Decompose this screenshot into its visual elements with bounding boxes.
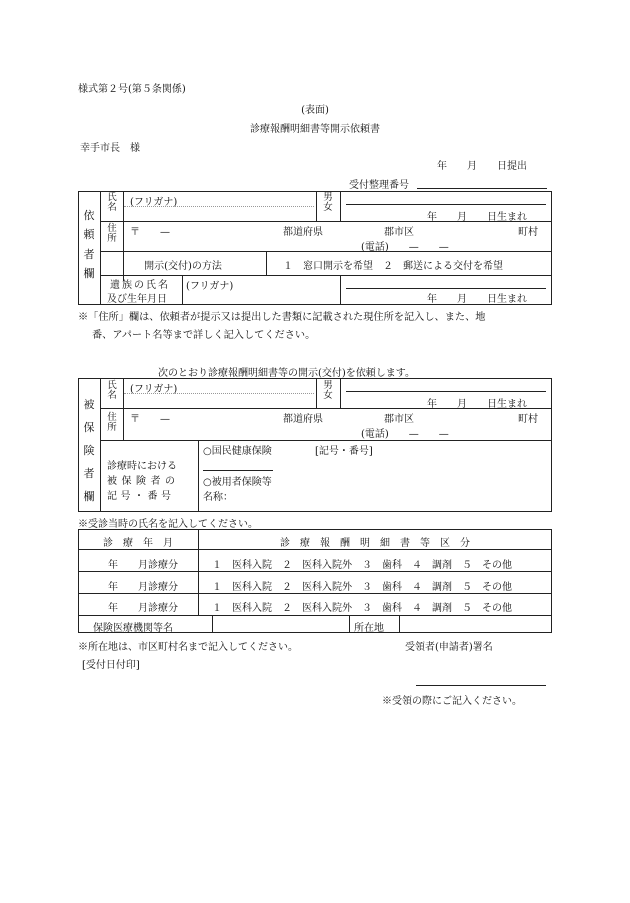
requester-pref: 都道府県 [283, 227, 323, 238]
page-title: 診療報酬明細書等開示依頼書 [250, 124, 380, 135]
note-address-2: 番、アパート名等まで詳しく記入してください。 [92, 330, 316, 341]
insured-name-label: 氏 名 [107, 380, 117, 401]
requester-postal[interactable]: 〒 — [130, 227, 170, 238]
insured-address-label: 住 所 [107, 412, 117, 433]
option-national-insurance[interactable]: ○国民健康保険 [203, 446, 272, 457]
insured-pref: 都道府県 [283, 414, 323, 425]
method-options[interactable]: １ 窓口開示を希望 ２ 郵送による交付を希望 [283, 261, 503, 272]
symbol-number-field[interactable] [203, 470, 273, 471]
header-category: 診 療 報 酬 明 細 書 等 区 分 [280, 538, 470, 549]
requester-name-label: 氏 名 [107, 192, 117, 213]
note-receipt: ※受領の際にご記入ください。 [382, 696, 522, 707]
insured-gender[interactable]: 男 女 [323, 380, 333, 401]
signature-field[interactable] [416, 685, 546, 686]
institution-label: 保険医療機関等名 [93, 623, 173, 634]
stamp-label: [受付日付印] [82, 660, 140, 671]
requester-birth: 年 月 日生まれ [427, 212, 527, 223]
note-name: ※受診当時の氏名を記入してください。 [78, 519, 258, 530]
symbol-number-label: [記号・番号] [315, 446, 373, 457]
requester-phone[interactable]: (電話) — — [361, 242, 449, 253]
header-period: 診 療 年 月 [103, 538, 173, 549]
request-statement: 次のとおり診療報酬明細書等の開示(交付)を依頼します。 [158, 368, 416, 379]
period-cell[interactable]: 年 月診療分 [108, 560, 178, 571]
requester-gender[interactable]: 男 女 [323, 192, 333, 213]
requester-address-label: 住 所 [107, 223, 117, 244]
requester-town: 町村 [518, 227, 538, 238]
period-cell[interactable]: 年 月診療分 [108, 603, 178, 614]
method-label: 開示(交付)の方法 [144, 261, 222, 272]
insured-city: 郡市区 [384, 414, 414, 425]
insured-town: 町村 [518, 414, 538, 425]
submit-date: 年 月 日提出 [437, 161, 527, 172]
category-cell[interactable]: １ 医科入院 ２ 医科入院外 ３ 歯科 ４ 調剤 ５ その他 [212, 560, 512, 571]
note-address: ※「住所」欄は、依頼者が提示又は提出した書類に記載された現住所を記入し、また、地 [78, 312, 486, 323]
option-employee-insurance[interactable]: ○被用者保険等 [203, 477, 272, 488]
deceased-furigana: (フリガナ) [186, 281, 234, 292]
receipt-number-field[interactable] [417, 188, 547, 189]
insured-phone[interactable]: (電話) — — [361, 429, 449, 440]
period-cell[interactable]: 年 月診療分 [108, 582, 178, 593]
insured-name-field[interactable] [346, 391, 546, 392]
deceased-name-field[interactable] [346, 288, 546, 289]
insured-furigana: (フリガナ) [130, 384, 178, 395]
form-number: 様式第２号(第５条関係) [78, 84, 186, 95]
requester-city: 郡市区 [384, 227, 414, 238]
recipient-sign-label: 受領者(申請者)署名 [405, 642, 493, 653]
org-name-label: 名称： [203, 492, 233, 503]
receipt-number-label: 受付整理番号 [349, 180, 409, 191]
requester-section-label: 依 頼 者 欄 [83, 209, 95, 280]
category-cell[interactable]: １ 医科入院 ２ 医科入院外 ３ 歯科 ４ 調剤 ５ その他 [212, 582, 512, 593]
note-location: ※所在地は、市区町村名まで記入してください。 [78, 642, 298, 653]
deceased-birth: 年 月 日生まれ [427, 294, 527, 305]
insured-birth: 年 月 日生まれ [427, 399, 527, 410]
category-cell[interactable]: １ 医科入院 ２ 医科入院外 ３ 歯科 ４ 調剤 ５ その他 [212, 603, 512, 614]
deceased-label-2: 及び生年月日 [107, 294, 167, 305]
requester-name-field[interactable] [346, 204, 546, 205]
location-label: 所在地 [354, 623, 384, 634]
insured-postal[interactable]: 〒 — [130, 414, 170, 425]
requester-furigana: (フリガナ) [130, 197, 178, 208]
addressee: 幸手市長 様 [80, 143, 140, 154]
insured-section-label: 被 保 険 者 欄 [83, 398, 95, 504]
card-label-3: 記号・番号 [107, 491, 175, 502]
card-label-1: 診療時における [107, 461, 177, 472]
side-label: (表面) [301, 105, 329, 116]
card-label-2: 被保険者の [107, 476, 180, 487]
deceased-label-1: 遺族の氏名 [110, 280, 170, 291]
